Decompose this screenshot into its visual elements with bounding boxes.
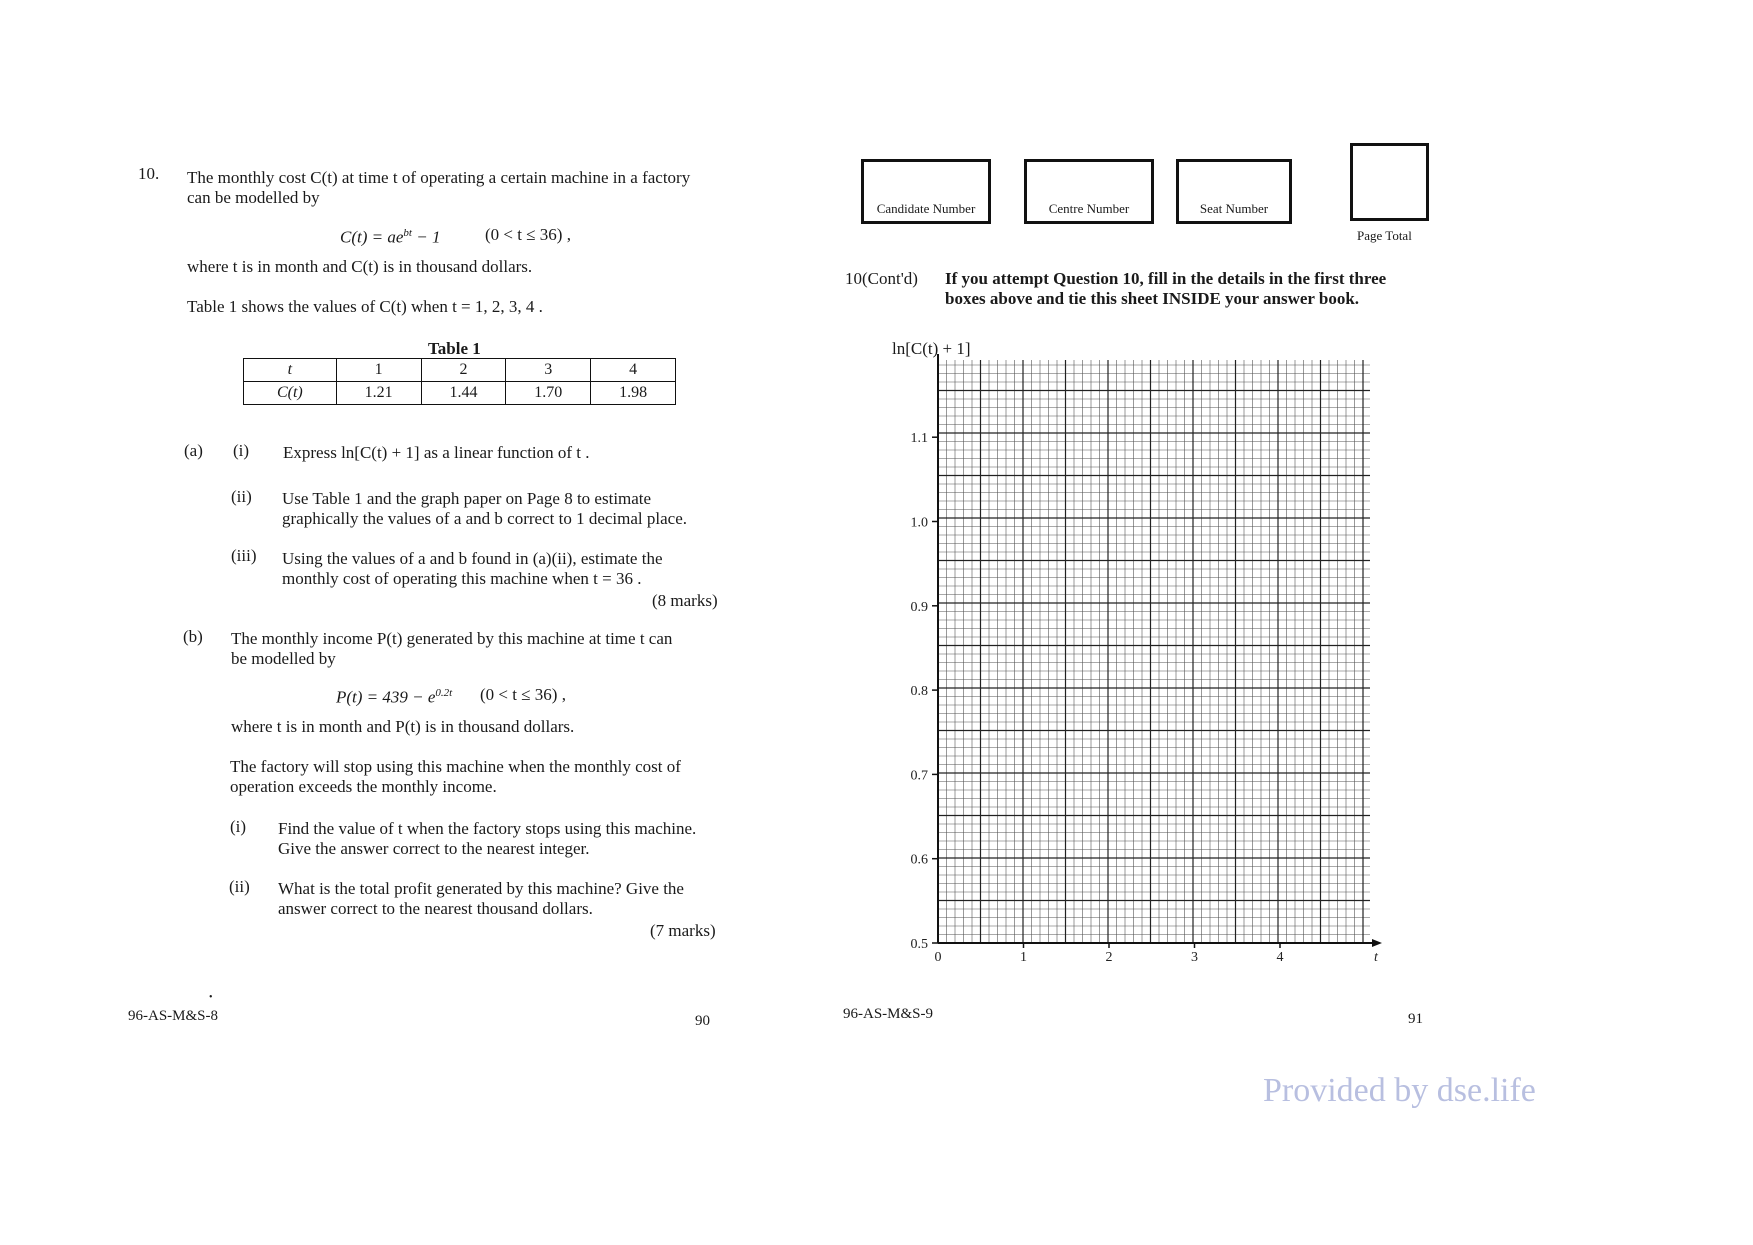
stop-line-2: operation exceeds the monthly income. xyxy=(230,777,497,796)
table-cell: t xyxy=(244,359,337,382)
left-footer-code: 96-AS-M&S-8 xyxy=(128,1008,219,1024)
centre-number-box[interactable] xyxy=(1024,159,1154,224)
y-tick-label: 1.0 xyxy=(910,515,928,531)
grid-major xyxy=(938,360,1370,943)
y-tick-label: 0.9 xyxy=(910,599,928,615)
x-axis-arrow xyxy=(1372,939,1382,947)
x-tick-label: 4 xyxy=(1276,950,1284,965)
seat-number-label: Seat Number xyxy=(1199,201,1269,216)
instruction-line-2: boxes above and tie this sheet INSIDE your answer book. xyxy=(945,289,1360,308)
table-intro: Table 1 shows the values of C(t) when t = 1, 2, 3, 4 . xyxy=(187,297,543,316)
seat-number-box[interactable] xyxy=(1176,159,1292,224)
right-footer-code: 96-AS-M&S-9 xyxy=(843,1006,934,1022)
part-b-line-2: be modelled by xyxy=(231,649,336,668)
table-cell: 4 xyxy=(591,359,676,382)
model-equation: $C(t) = ae^{bt} - 1$ xyxy=(340,227,441,247)
watermark: Provided by dse.life xyxy=(1263,1072,1536,1109)
part-b-ii-label: (ii) xyxy=(229,877,250,896)
part-a-label: (a) xyxy=(184,441,203,460)
intro-line-1: The monthly cost C(t) at time t of operating a certain machine in a factory xyxy=(187,168,691,187)
question-number: 10. xyxy=(138,164,160,183)
table-cell: C(t) xyxy=(244,382,337,405)
part-a-iii-line-2: monthly cost of operating this machine when t = 36 . xyxy=(282,569,642,588)
candidate-number-label: Candidate Number xyxy=(876,201,976,216)
table-cell: 1.70 xyxy=(506,382,591,405)
centre-number-label: Centre Number xyxy=(1048,201,1130,216)
x-axis-label: t xyxy=(1374,950,1378,965)
contd-label: 10(Cont'd) xyxy=(845,269,918,288)
table-cell: 1.21 xyxy=(336,382,421,405)
model-domain: (0 < t ≤ 36) , xyxy=(485,225,571,244)
y-tick-label: 0.5 xyxy=(910,937,928,952)
right-page-number: 91 xyxy=(1408,1011,1423,1027)
stop-line-1: The factory will stop using this machine when the monthly cost of xyxy=(230,757,681,776)
part-b-ii-line-1: What is the total profit generated by this machine? Give the xyxy=(278,879,684,898)
y-tick-label: 0.8 xyxy=(910,684,928,700)
y-tick-label: 1.1 xyxy=(910,431,928,447)
part-a-ii-line-2: graphically the values of a and b correct to 1 decimal place. xyxy=(282,509,687,528)
income-domain: (0 < t ≤ 36) , xyxy=(480,685,566,704)
part-b-i-line-1: Find the value of t when the factory stops using this machine. xyxy=(278,819,697,838)
stray-mark: • xyxy=(209,992,213,1003)
part-a-marks: (8 marks) xyxy=(652,591,718,610)
graph-y-label: ln[C(t) + 1] xyxy=(892,339,971,358)
intro-line-2: can be modelled by xyxy=(187,188,320,207)
where-line: where t is in month and C(t) is in thousand dollars. xyxy=(187,257,533,276)
table-cell: 2 xyxy=(421,359,506,382)
table-row xyxy=(244,382,676,405)
instruction-line-1: If you attempt Question 10, fill in the details in the first three xyxy=(945,269,1387,288)
table-title: Table 1 xyxy=(428,339,481,358)
part-b-label: (b) xyxy=(183,627,203,646)
table-cell: 3 xyxy=(506,359,591,382)
graph-paper xyxy=(880,350,1400,970)
income-where: where t is in month and P(t) is in thousand dollars. xyxy=(231,717,575,736)
candidate-number-box[interactable] xyxy=(861,159,991,224)
part-b-marks: (7 marks) xyxy=(650,921,716,940)
part-b-i-label: (i) xyxy=(230,817,247,836)
x-tick-label: 3 xyxy=(1191,950,1198,965)
x-tick-label: 0 xyxy=(934,950,942,965)
part-a-iii-label: (iii) xyxy=(231,546,257,565)
table-1 xyxy=(243,358,676,405)
x-tick-label: 2 xyxy=(1105,950,1113,965)
part-a-ii-line-1: Use Table 1 and the graph paper on Page 8 to estimate xyxy=(282,489,652,508)
part-a-iii-line-1: Using the values of a and b found in (a)(ii), estimate the xyxy=(282,549,663,568)
part-a-i-text: Express ln[C(t) + 1] as a linear function of t . xyxy=(283,443,590,462)
table-cell: 1 xyxy=(336,359,421,382)
page-total-label: Page Total xyxy=(1357,228,1412,243)
left-page-number: 90 xyxy=(695,1013,710,1029)
part-b-i-line-2: Give the answer correct to the nearest integer. xyxy=(278,839,590,858)
income-equation: $P(t) = 439 - e^{0.2t}$ xyxy=(336,687,453,707)
part-a-i-label: (i) xyxy=(233,441,250,460)
table-header-row xyxy=(244,359,676,382)
part-b-ii-line-2: answer correct to the nearest thousand dollars. xyxy=(278,899,593,918)
page-total-box[interactable] xyxy=(1350,143,1429,221)
table-cell: 1.98 xyxy=(591,382,676,405)
y-tick-label: 0.6 xyxy=(910,852,928,868)
y-tick-label: 0.7 xyxy=(910,768,928,784)
grid-minor xyxy=(938,360,1370,943)
part-b-line-1: The monthly income P(t) generated by this machine at time t can xyxy=(231,629,673,648)
x-tick-label: 1 xyxy=(1020,950,1027,965)
table-cell: 1.44 xyxy=(421,382,506,405)
part-a-ii-label: (ii) xyxy=(231,487,252,506)
